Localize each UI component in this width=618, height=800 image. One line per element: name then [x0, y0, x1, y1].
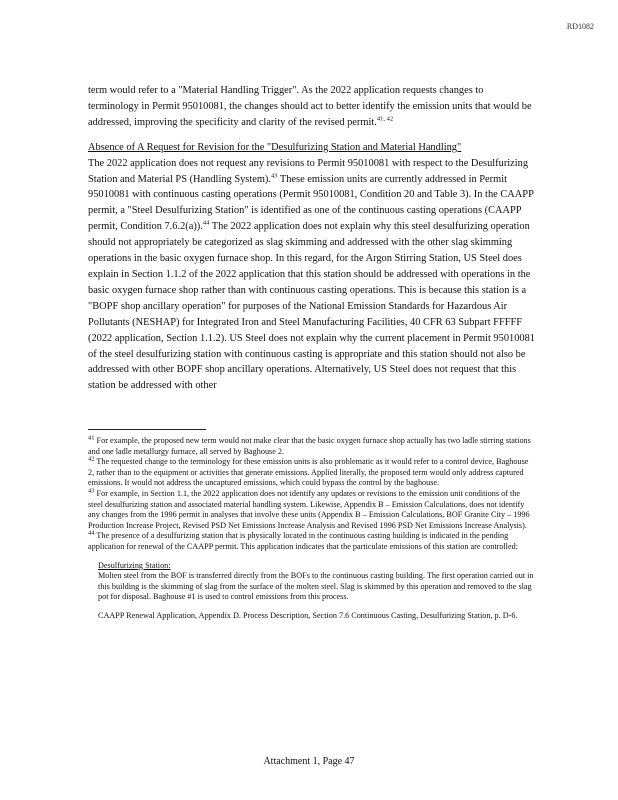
document-id: RD1082	[566, 22, 594, 31]
quote-title: Desulfurizing Station:	[98, 560, 171, 570]
body-text-b: These emission units are currently addressed in Permit 95010081 with continuous casting operations (Permit 95010081, Condition 20 and Table 3). In the CAAPP permit, a "Steel Desulfurizing Station" is identified as one of the continuous casting operations (CAAPP permit, Condition 7.6.2(a)).	[88, 173, 534, 233]
body-text-c: The 2022 application does not explain why this steel desulfurizing operation should not appropriately be categorized as slag skimming and addressed with the other slag skimming operations in the basic oxygen furnace shop. In this regard, for the Argon Stirring Station, US Steel does explain in Section 1.1.2 of the 2022 application that this station should be addressed with operations in the basic oxygen furnace shop rather than with continuous casting operations. This is because this station is a "BOPF shop ancillary operation" for purposes of the National Emission Standards for Hazardous Air Pollutants (NESHAP) for Integrated Iron and Steel Manufacturing Facilities, 40 CFR 63 Subpart FFFFF (2022 application, Section 1.1.2). US Steel does not explain why the current placement in Permit 95010081 of the steel desulfurizing station with continuous casting is appropriate and this station should not also be addressed with other BOPF shop ancillary operations. Alternatively, US Steel does not request that this station be addressed with other	[88, 221, 535, 392]
footnote-41	[88, 436, 536, 457]
quote-citation: CAAPP Renewal Application, Appendix D. Process Description, Section 7.6 Continuous Casting, Desulfurizing Station, p. D-6.	[98, 610, 518, 620]
footnote-ref-44: 44	[202, 219, 210, 227]
footnote-text: The presence of a desulfurizing station that is physically located in the continuous casting building is indicated in the pending application for renewal of the CAAPP permit. This application indicates that the particulate emissions of this station are controlled:	[88, 531, 518, 551]
footnote-43	[88, 489, 536, 531]
footnote-ref-43: 43	[270, 172, 278, 180]
intro-paragraph	[88, 83, 536, 131]
footnote-number: 43	[88, 487, 95, 495]
page-footer: Attachment 1, Page 47	[263, 756, 355, 767]
intro-text: term would refer to a "Material Handling Trigger". As the 2022 application requests changes to terminology in Permit 95010081, the changes should act to better identify the emission units that would be addressed, improving the specificity and clarity of the revised permit.	[88, 85, 532, 128]
main-body	[88, 83, 536, 394]
footnote-number: 41	[88, 434, 95, 442]
section-heading: Absence of A Request for Revision for the "Desulfurizing Station and Material Handling"	[88, 141, 462, 153]
body-text-a: The 2022 application does not request any revisions to Permit 95010081 with respect to the Desulfurizing Station and Material PS (Handling System).	[88, 157, 529, 185]
quote-text: Molten steel from the BOF is transferred directly from the BOFs to the continuous casting building. The first operation carried out in this building is the skimming of slag from the surface of the molten steel. Slag is skimmed by this operation and removed to the slag pot for disposal. Baghouse #1 is used to control emissions from this process.	[98, 571, 534, 602]
footnote-42	[88, 457, 536, 489]
footnote-44	[88, 531, 536, 552]
footnote-divider	[88, 429, 206, 430]
footnote-text: The requested change to the terminology for these emission units is also problematic as it would refer to a control device, Baghouse 2, rather than to the equipment or activities that generate emissions. Applied literally, the proposed term would only address captured emissions. It would not address the uncaptured emissions, which could bypass the control by the baghouse.	[88, 457, 529, 488]
footnote-number: 42	[88, 455, 95, 463]
body-paragraph	[88, 156, 536, 395]
footnote-ref-41-42: 41, 42	[376, 115, 394, 123]
footnote-number: 44	[88, 529, 95, 537]
footnote-text: For example, in Section 1.1, the 2022 application does not identify any updates or revisions to the emission unit conditions of the steel desulfurizing station and associated material handling system. Likewise, Appendix B – Emission Calculations, does not identify any changes from the 1996 permit in analyses that involve these units (Appendix B – Emission Calculations, BOF Granite City – 1996 Production Increase Project, Revised PSD Net Emissions Increase Analysis and Revised 1996 PSD Net Emissions Increase Analysis).	[88, 488, 530, 530]
footnote-text: For example, the proposed new term would not make clear that the basic oxygen furnace shop actually has two ladle stirring stations and one ladle metallurgy furnace, all served by Baghouse 2.	[88, 436, 531, 456]
footnotes	[88, 436, 536, 622]
